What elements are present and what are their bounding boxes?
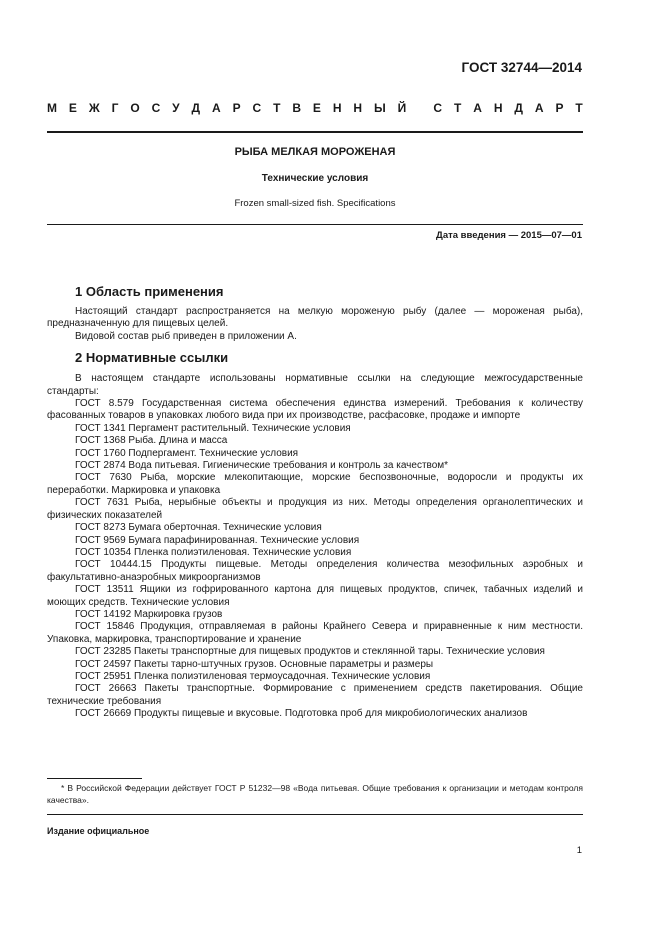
reference-item: ГОСТ 14192 Маркировка грузов	[75, 608, 223, 620]
reference-item: ГОСТ 15846 Продукция, отправляемая в районы Крайнего Севера и приравненные к ним местности. Упаковка, маркировка, транспортирование и хранение	[47, 621, 583, 645]
document-body	[47, 284, 583, 721]
reference-item: ГОСТ 1368 Рыба. Длина и масса	[75, 435, 228, 447]
reference-item: ГОСТ 10444.15 Продукты пищевые. Методы определения количества мезофильных аэробных и факультативно-анаэробных микроорганизмов	[47, 559, 583, 583]
reference-item: ГОСТ 10354 Пленка полиэтиленовая. Технические условия	[75, 546, 352, 558]
paragraph: Видовой состав рыб приведен в приложении А.	[75, 330, 297, 342]
footer-rule	[47, 814, 583, 815]
section-heading: 1 Область применения	[75, 284, 224, 299]
banner-letter: А	[473, 101, 482, 115]
banner-letter: Е	[68, 101, 77, 115]
banner-letter: У	[172, 101, 180, 115]
reference-item: ГОСТ 2874 Вода питьевая. Гигиенические требования и контроль за качеством*	[75, 460, 449, 472]
banner-letter: Р	[232, 101, 241, 115]
page-number: 1	[576, 845, 582, 856]
banner-letter: С	[433, 101, 443, 115]
title-rule	[47, 224, 583, 225]
reference-item: ГОСТ 1760 Подпергамент. Технические условия	[75, 447, 299, 459]
reference-item: ГОСТ 7630 Рыба, морские млекопитающие, морские беспозвоночные, водоросли и продукты их переработки. Маркировка и упаковка	[47, 472, 583, 496]
standard-banner	[47, 101, 583, 115]
reference-item: ГОСТ 26663 Пакеты транспортные. Формирование с применением средств пакетирования. Общие технические требования	[47, 683, 583, 707]
banner-letter: С	[252, 101, 262, 115]
document-subtitle: Технические условия	[261, 173, 369, 184]
reference-item: ГОСТ 26669 Продукты пищевые и вкусовые. Подготовка проб для микробиологических анализов	[75, 708, 528, 720]
banner-letter: О	[130, 101, 140, 115]
reference-item: ГОСТ 13511 Ящики из гофрированного картона для пищевых продуктов, спичек, табачных изделий и моющих средств. Технические условия	[47, 584, 583, 608]
banner-letter: Н	[493, 101, 503, 115]
banner-letter: Т	[453, 101, 462, 115]
banner-letter: А	[211, 101, 221, 115]
banner-letter: Й	[397, 101, 407, 115]
reference-item: ГОСТ 7631 Рыба, нерыбные объекты и продукция из них. Методы определения органолептических и физических показателей	[47, 497, 583, 521]
banner-letter: Ы	[373, 101, 386, 115]
paragraph: Настоящий стандарт распространяется на мелкую мороженую рыбу (далее — мороженая рыба), предназначенную для пищевых целей.	[47, 306, 583, 330]
english-title: Frozen small-sized fish. Specifications	[234, 198, 396, 209]
reference-item: ГОСТ 8273 Бумага оберточная. Технические условия	[75, 522, 322, 534]
footnote: * В Российской Федерации действует ГОСТ Р 51232—98 «Вода питьевая. Общие требования к организации и методам контроля качества».	[47, 783, 583, 805]
banner-letter: Т	[273, 101, 281, 115]
reference-item: ГОСТ 8.579 Государственная система обеспечения единства измерений. Требования к количеству фасованных товаров в упаковках любого вида при их производстве, расфасовке, продаже и импорте	[47, 398, 583, 422]
banner-letter: С	[151, 101, 161, 115]
section-heading: 2 Нормативные ссылки	[75, 350, 229, 366]
reference-item: ГОСТ 23285 Пакеты транспортные для пищевых продуктов и стеклянной тары. Технические условия	[75, 646, 545, 658]
banner-letter: В	[292, 101, 301, 115]
banner-letter: Г	[111, 101, 119, 115]
banner-letter: М	[47, 101, 57, 115]
document-title: РЫБА МЕЛКАЯ МОРОЖЕНАЯ	[234, 146, 396, 158]
paragraph: В настоящем стандарте использованы нормативные ссылки на следующие межгосударственные стандарты:	[47, 373, 583, 397]
banner-letter: Д	[514, 101, 523, 115]
reference-item: ГОСТ 24597 Пакеты тарно-штучных грузов. Основные параметры и размеры	[75, 658, 434, 670]
banner-letter: Ж	[88, 101, 100, 115]
banner-letter: Д	[191, 101, 201, 115]
introduction-date: Дата введения — 2015—07—01	[436, 230, 582, 241]
standard-code: ГОСТ 32744—2014	[461, 60, 582, 75]
banner-gap	[418, 101, 421, 115]
official-edition-label: Издание официальное	[47, 826, 150, 836]
banner-letter: Н	[332, 101, 342, 115]
reference-item: ГОСТ 9569 Бумага парафинированная. Технические условия	[75, 534, 360, 546]
banner-letter: Т	[575, 101, 583, 115]
banner-letter: Е	[312, 101, 321, 115]
banner-letter: Р	[555, 101, 564, 115]
footnote-rule	[47, 778, 142, 779]
header-rule	[47, 131, 583, 133]
banner-letter: А	[534, 101, 544, 115]
reference-item: ГОСТ 25951 Пленка полиэтиленовая термоусадочная. Технические условия	[75, 670, 431, 682]
reference-item: ГОСТ 1341 Пергамент растительный. Технические условия	[75, 422, 351, 434]
banner-letter: Н	[353, 101, 363, 115]
